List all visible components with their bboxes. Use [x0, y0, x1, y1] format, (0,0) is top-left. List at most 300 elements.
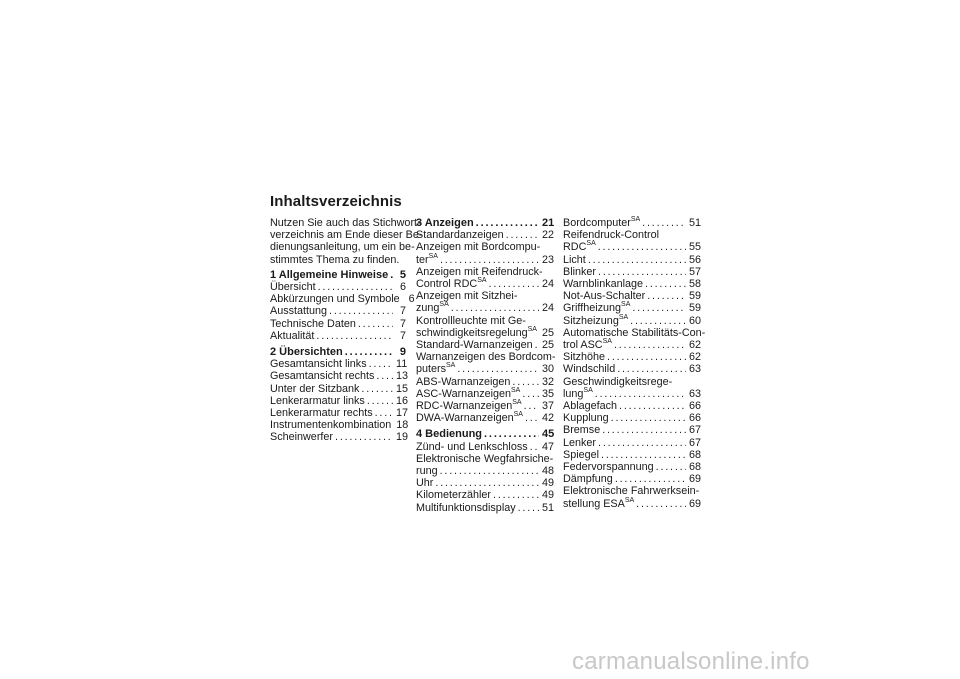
special-equipment-marker: SA: [477, 277, 487, 285]
toc-page-number: 49: [542, 477, 555, 490]
toc-page-number: 57: [689, 265, 702, 278]
toc-entry-title-text: Scheinwerfer: [270, 431, 334, 444]
toc-entry-title-text: Übersicht: [270, 281, 316, 294]
special-equipment-marker: SA: [630, 216, 641, 223]
toc-entry-title-text: Lenkerarmatur links: [270, 394, 365, 407]
toc-entry-title: [416, 428, 482, 440]
toc-entry-row: [416, 339, 555, 352]
toc-page-number: 7: [399, 305, 406, 318]
toc-page-number: 56: [689, 253, 702, 266]
toc-entries: [416, 217, 556, 514]
toc-entry-title-text: 3 Anzeigen: [416, 217, 474, 229]
toc-entry-title-text: Unter der Sitzbank: [270, 382, 360, 395]
toc-page-number: 45: [542, 428, 555, 441]
toc-entry-title: [563, 461, 654, 473]
toc-entry-title: [416, 465, 438, 477]
special-equipment-marker: SA: [511, 386, 521, 394]
toc-entry[interactable]: [563, 436, 702, 449]
toc-entry-row: [416, 399, 555, 413]
toc-entry-title-text: Bremse: [563, 424, 601, 437]
toc-entry-title: [563, 266, 596, 278]
toc-entry-title-text: Blinker: [563, 265, 597, 278]
toc-entry-title: [270, 358, 367, 370]
toc-entry-row: [270, 358, 406, 370]
toc-page-number: 37: [542, 400, 555, 413]
toc-entry-title: [270, 383, 359, 395]
toc-entry[interactable]: [270, 382, 409, 395]
toc-entry-row: [416, 411, 555, 425]
toc-entry[interactable]: [416, 501, 555, 514]
toc-entry[interactable]: [563, 400, 702, 413]
toc-entry-row: [270, 330, 406, 342]
leader-dots: [595, 388, 686, 400]
leader-dots: [607, 351, 686, 363]
toc-page-number: 63: [689, 387, 702, 400]
toc-entry[interactable]: [416, 290, 555, 315]
toc-entry-title: [270, 269, 388, 281]
toc-entry-title: [563, 290, 645, 302]
watermark-text: carmanualsonline.info: [572, 648, 810, 675]
toc-entry-title: [270, 370, 374, 382]
leader-dots: [376, 370, 393, 382]
leader-dots: [524, 400, 539, 412]
toc-entry-row: [270, 370, 409, 383]
toc-entry-title-text: Warnblinkanlage: [563, 278, 644, 291]
toc-entry[interactable]: [270, 394, 409, 407]
toc-entry[interactable]: [270, 407, 409, 420]
toc-entry[interactable]: [270, 419, 409, 432]
leader-dots: [656, 461, 686, 473]
toc-entry-title: [416, 254, 438, 266]
leader-dots: [435, 477, 539, 489]
leader-dots: [375, 407, 393, 419]
toc-entry-title-text: Federvorspannung: [563, 461, 654, 474]
toc-page-number: 48: [542, 465, 555, 478]
special-equipment-marker: SA: [439, 301, 449, 309]
toc-page-number: 23: [542, 253, 555, 266]
toc-column-2: [416, 217, 556, 514]
toc-entry[interactable]: [416, 351, 556, 376]
toc-entry-row: [270, 305, 406, 317]
toc-entry-title: [416, 388, 520, 400]
toc-entry-title-text: rung: [416, 465, 438, 478]
toc-entry-title-text: Kupplung: [563, 412, 609, 425]
toc-entry[interactable]: [563, 448, 702, 461]
leader-dots: [367, 395, 393, 407]
toc-column-3: [563, 216, 706, 510]
toc-entry[interactable]: [416, 399, 555, 413]
toc-page-number: 60: [689, 314, 702, 327]
toc-entry[interactable]: [270, 370, 409, 383]
toc-page-number: 9: [399, 346, 406, 359]
toc-entry[interactable]: [416, 440, 555, 453]
special-equipment-marker: SA: [512, 399, 522, 407]
toc-entry[interactable]: [416, 411, 555, 425]
toc-page-number: 30: [542, 363, 555, 376]
leader-dots: [489, 278, 539, 290]
toc-entry-row: [416, 477, 555, 490]
toc-entry-row: [416, 325, 555, 339]
toc-entry-title: [270, 419, 391, 431]
toc-entry-title: [416, 489, 491, 501]
toc-page-number: 63: [689, 363, 702, 376]
toc-entry[interactable]: [563, 301, 702, 315]
toc-entry-row: [416, 362, 555, 376]
toc-entry-title-text: RDC-Warnanzeigen: [416, 400, 513, 413]
toc-entry[interactable]: [563, 216, 702, 229]
toc-entry-title-text: Control RDC: [416, 278, 478, 291]
toc-entry-row: [416, 301, 555, 315]
toc-entry-title: [563, 363, 615, 375]
toc-entry-row: [270, 419, 409, 432]
toc-entry-row: [416, 229, 555, 242]
special-equipment-marker: SA: [513, 411, 523, 419]
toc-entry-row: [270, 394, 409, 407]
intro-line: dienungsanleitung, um ein be-: [270, 241, 415, 254]
toc-entry-title-text: 2 Übersichten: [270, 346, 343, 359]
leader-dots: [525, 412, 539, 424]
toc-entry[interactable]: [270, 318, 406, 330]
toc-entry-title-text: Sitzheizung: [563, 314, 619, 327]
toc-entry-row: [270, 269, 406, 281]
leader-dots: [457, 363, 539, 375]
toc-page-number: 7: [399, 317, 406, 330]
toc-entry[interactable]: [563, 461, 702, 474]
toc-entry-row: [416, 375, 555, 388]
toc-entry-title-text: puters: [416, 363, 447, 376]
toc-entry[interactable]: [416, 375, 555, 388]
toc-entry-row: [416, 465, 555, 478]
toc-entry[interactable]: [270, 305, 406, 317]
leader-dots: [535, 339, 539, 351]
toc-page-number: 69: [689, 473, 702, 486]
special-equipment-marker: SA: [586, 240, 596, 248]
leader-dots: [518, 502, 539, 514]
leader-dots: [361, 383, 393, 395]
toc-entry[interactable]: [563, 351, 702, 364]
toc-page-number: 6: [408, 293, 415, 306]
toc-page-number: 68: [689, 461, 702, 474]
toc-entry-row: [563, 363, 702, 376]
leader-dots: [440, 465, 539, 477]
toc-entry-title-text: trol ASC: [563, 339, 603, 352]
special-equipment-marker: SA: [583, 386, 593, 394]
toc-entry-title: [416, 217, 474, 229]
toc-entry-title-text: RDC: [563, 241, 587, 254]
toc-entry[interactable]: [563, 424, 702, 437]
leader-dots: [451, 302, 539, 314]
toc-page-number: 67: [689, 436, 702, 449]
toc-entry-title-line: Reifendruck-Control: [563, 229, 660, 242]
toc-chapter[interactable]: [416, 217, 555, 229]
toc-entry[interactable]: [563, 363, 702, 376]
toc-entry[interactable]: [563, 265, 702, 278]
toc-entry-title: [563, 278, 643, 290]
toc-entry-title-text: Kilometerzähler: [416, 489, 492, 502]
leader-dots: [602, 424, 686, 436]
toc-entry-title-line: Anzeigen mit Sitzhei-: [416, 290, 518, 303]
toc-entry[interactable]: [416, 339, 555, 352]
toc-entry-title: [270, 293, 400, 305]
toc-entry-title: [563, 254, 586, 266]
toc-page-number: 68: [689, 448, 702, 461]
toc-entry[interactable]: [270, 330, 406, 342]
toc-entry-title: [563, 412, 609, 424]
toc-entry-title-text: 1 Allgemeine Hinweise: [270, 268, 389, 281]
toc-entry-row: [270, 382, 409, 395]
toc-entry-title-line: Automatische Stabilitäts-Con-: [563, 326, 706, 339]
toc-entry[interactable]: [563, 229, 702, 254]
toc-page-number: 66: [689, 400, 702, 413]
toc-entry-title-text: Lenkerarmatur rechts: [270, 407, 373, 420]
toc-entry-title: [416, 400, 522, 412]
toc-entry-title: [270, 431, 333, 443]
toc-entry-title-text: ter: [416, 253, 429, 266]
toc-entry-title-text: Zünd- und Lenkschloss: [416, 440, 528, 453]
leader-dots: [522, 388, 539, 400]
intro-line: stimmtes Thema zu finden.: [270, 253, 400, 266]
toc-page-number: 59: [689, 290, 702, 303]
toc-entry-title-text: Ablagefach: [563, 400, 618, 413]
toc-entry-row: [563, 436, 702, 449]
toc-entry[interactable]: [563, 326, 706, 352]
toc-entry[interactable]: [270, 281, 406, 293]
toc-page-number: 32: [542, 375, 555, 388]
toc-entry-row: [416, 489, 555, 502]
toc-page-number: 7: [399, 329, 406, 342]
toc-entry-row: [270, 346, 406, 358]
toc-entry-title: [270, 346, 343, 358]
toc-entry-title-line: Anzeigen mit Bordcompu-: [416, 241, 541, 254]
leader-dots: [588, 254, 686, 266]
toc-entry-row: [563, 496, 702, 510]
toc-entry-title-text: Multifunktionsdisplay: [416, 501, 516, 514]
toc-entry-title-text: DWA-Warnanzeigen: [416, 412, 514, 425]
toc-page-number: 62: [689, 339, 702, 352]
toc-page-number: 13: [396, 370, 409, 383]
toc-entry-title-text: Sitzhöhe: [563, 351, 606, 364]
toc-entry[interactable]: [563, 473, 702, 486]
toc-entry-title: [563, 424, 600, 436]
toc-page-number: 62: [689, 351, 702, 364]
leader-dots: [598, 241, 686, 253]
leader-dots: [619, 400, 686, 412]
special-equipment-marker: SA: [527, 325, 537, 333]
toc-entry-row: [563, 301, 702, 315]
toc-entry-title-text: Griffheizung: [563, 302, 622, 315]
toc-page-number: 19: [396, 431, 409, 444]
toc-entry-row: [416, 252, 555, 266]
toc-entry[interactable]: [416, 489, 555, 502]
toc-entry-title: [563, 473, 613, 485]
toc-page-number: 49: [542, 489, 555, 502]
toc-column-1: [270, 217, 423, 444]
leader-dots: [617, 363, 686, 375]
leader-dots: [506, 229, 539, 241]
toc-entry[interactable]: [563, 278, 702, 291]
toc-entry-title-text: Instrumentenkombination: [270, 419, 392, 432]
toc-entry-title-text: Ausstattung: [270, 305, 328, 318]
toc-entry-row: [416, 386, 555, 400]
toc-entry-title: [563, 217, 640, 229]
toc-entry-title-text: ABS-Warnanzeigen: [416, 375, 511, 388]
toc-entry-title: [563, 437, 596, 449]
leader-dots: [369, 358, 393, 370]
toc-entry-title-text: Lenker: [563, 436, 597, 449]
toc-entry[interactable]: [416, 265, 555, 291]
toc-chapter[interactable]: [270, 269, 406, 281]
toc-entry-row: [416, 428, 555, 441]
toc-chapter[interactable]: [416, 428, 555, 441]
toc-entry-title-text: lung: [563, 387, 584, 400]
toc-entry-title-text: Aktualität: [270, 329, 315, 342]
toc-entry-row: [416, 501, 555, 514]
toc-entry-title-text: Technische Daten: [270, 317, 356, 330]
toc-entry[interactable]: [563, 290, 702, 303]
toc-entry-title-line: Elektronische Wegfahrsiche-: [416, 452, 554, 465]
leader-dots: [484, 428, 539, 440]
toc-entry-row: [563, 386, 702, 400]
toc-entry-title-text: stellung ESA: [563, 497, 625, 510]
leader-dots: [615, 473, 686, 485]
leader-dots: [611, 412, 686, 424]
toc-entry-title-text: Dämpfung: [563, 473, 613, 486]
toc-entry[interactable]: [270, 358, 406, 370]
leader-dots: [601, 449, 686, 461]
toc-entry-title-text: Not-Aus-Schalter: [563, 290, 646, 303]
toc-entry-title-text: Uhr: [416, 477, 434, 490]
toc-entry-row: [563, 338, 702, 352]
toc-page-number: 51: [542, 501, 555, 514]
intro-line: Nutzen Sie auch das Stichwort-: [270, 217, 421, 229]
toc-entry-title: [563, 241, 596, 253]
toc-entry-title-text: Gesamtansicht links: [270, 358, 367, 371]
toc-entry-row: [563, 216, 702, 229]
toc-entry-title: [416, 376, 510, 388]
toc-entry[interactable]: [563, 412, 702, 425]
toc-entry-title-text: schwindigkeitsregelung: [416, 326, 528, 339]
page-title: Inhaltsverzeichnis: [270, 193, 402, 210]
leader-dots: [642, 217, 686, 229]
leader-dots: [493, 489, 539, 501]
toc-entry[interactable]: [416, 386, 555, 400]
leader-dots: [530, 441, 539, 453]
toc-entry-title: [270, 318, 356, 330]
toc-entry-title-line: Warnanzeigen des Bordcom-: [416, 351, 556, 364]
toc-entry-row: [563, 313, 702, 327]
special-equipment-marker: SA: [621, 301, 631, 309]
leader-dots: [345, 346, 393, 358]
toc-entry-title: [563, 339, 612, 351]
toc-entry-title: [270, 330, 314, 342]
toc-entry-title: [563, 315, 628, 327]
toc-entry[interactable]: [270, 431, 409, 444]
toc-entry-title-text: Standardanzeigen: [416, 229, 504, 242]
toc-entry-row: [563, 240, 702, 254]
toc-page-number: 47: [542, 440, 555, 453]
toc-entry-row: [270, 407, 409, 420]
toc-entry-title-text: Gesamtansicht rechts: [270, 370, 375, 383]
toc-entry-row: [563, 351, 702, 364]
toc-page-number: 58: [689, 278, 702, 291]
toc-entry-title: [416, 278, 487, 290]
toc-page-number: 66: [689, 412, 702, 425]
leader-dots: [318, 281, 393, 293]
toc-entry[interactable]: [416, 314, 555, 339]
toc-entry-row: [270, 293, 415, 306]
toc-entry-row: [270, 281, 406, 293]
toc-entry-row: [563, 253, 702, 266]
toc-entry-title-text: Licht: [563, 253, 586, 266]
toc-entry-title: [416, 441, 528, 453]
toc-entry-title-text: Windschild: [563, 363, 616, 376]
toc-page-number: 69: [689, 497, 702, 510]
toc-page-number: 42: [542, 412, 555, 425]
toc-entries: [563, 216, 706, 510]
toc-page-number: 17: [396, 407, 409, 420]
special-equipment-marker: SA: [624, 496, 635, 504]
leader-dots: [614, 339, 686, 351]
toc-entry-row: [563, 424, 702, 437]
toc-entry[interactable]: [563, 485, 702, 510]
toc-entry-title: [416, 412, 523, 424]
toc-entry[interactable]: [416, 477, 555, 490]
special-equipment-marker: SA: [446, 362, 456, 370]
toc-entry[interactable]: [563, 313, 702, 327]
toc-entry-title: [416, 363, 455, 375]
toc-page-number: 18: [396, 419, 409, 432]
toc-entry[interactable]: [416, 241, 555, 266]
toc-entry[interactable]: [563, 375, 702, 400]
toc-entry-title-text: 4 Bedienung: [416, 428, 483, 441]
toc-entry[interactable]: [416, 452, 555, 478]
toc-page-number: 25: [542, 326, 555, 339]
toc-entry-title: [416, 339, 533, 351]
toc-entry-title: [563, 351, 605, 363]
toc-page-number: 21: [542, 217, 555, 229]
leader-dots: [645, 278, 686, 290]
toc-page-number: 22: [542, 229, 555, 242]
toc-entry[interactable]: [270, 293, 415, 306]
toc-entry-title-line: Elektronische Fahrwerksein-: [563, 485, 700, 498]
toc-entry-title-line: Anzeigen mit Reifendruck-: [416, 265, 543, 278]
toc-chapter[interactable]: [270, 346, 406, 358]
toc-entry-title: [416, 229, 504, 241]
toc-entry-row: [563, 448, 702, 461]
toc-page-number: 24: [542, 302, 555, 315]
toc-entry-row: [563, 461, 702, 474]
toc-page-number: 11: [396, 358, 408, 371]
toc-entry-title-line: Geschwindigkeitsrege-: [563, 375, 673, 388]
toc-entry-row: [416, 277, 555, 291]
leader-dots: [647, 290, 686, 302]
toc-entry-title: [563, 449, 599, 461]
special-equipment-marker: SA: [618, 313, 629, 321]
toc-page-number: 25: [542, 339, 555, 352]
toc-entry-title-text: Standard-Warnanzeigen: [416, 339, 533, 352]
leader-dots: [316, 330, 393, 342]
toc-entry[interactable]: [563, 253, 702, 266]
toc-entry-row: [416, 217, 555, 229]
toc-entry-title-line: Kontrollleuchte mit Ge-: [416, 314, 526, 327]
toc-entry[interactable]: [416, 229, 555, 242]
leader-dots: [476, 217, 539, 229]
leader-dots: [598, 266, 686, 278]
toc-entry-title: [416, 302, 449, 314]
toc-entry-title: [416, 327, 537, 339]
toc-page-number: 55: [689, 241, 702, 254]
toc-entry-title: [270, 281, 316, 293]
